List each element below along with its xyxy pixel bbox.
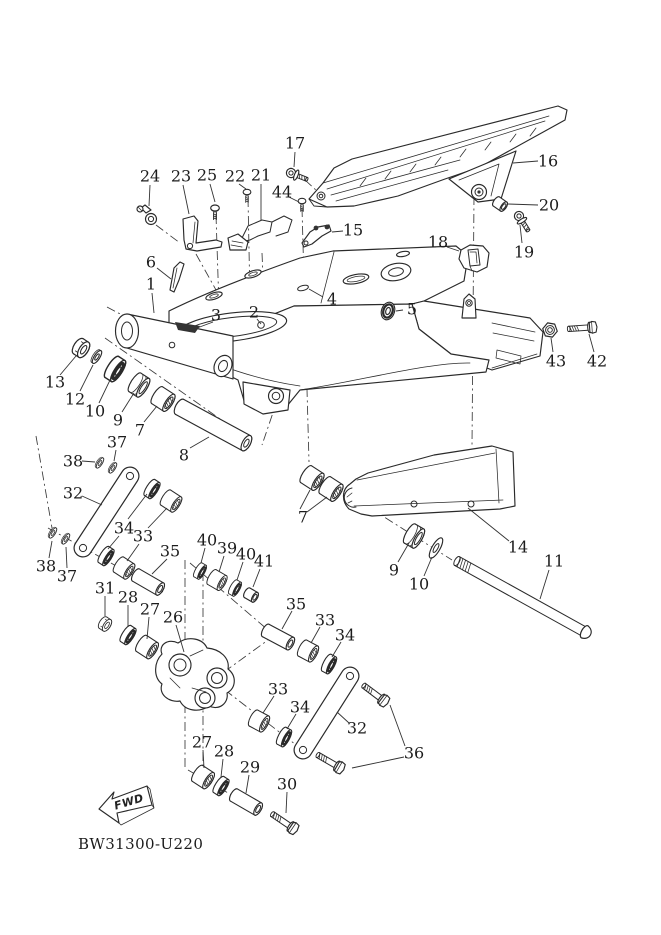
callout-10: 10 — [408, 574, 430, 594]
callout-3: 3 — [210, 305, 222, 325]
bearing-7 — [149, 385, 178, 413]
tube-35b — [260, 623, 297, 651]
screw-25 — [211, 205, 220, 220]
callout-21: 21 — [250, 165, 272, 185]
callout-32: 32 — [346, 718, 368, 738]
callout-7: 7 — [297, 507, 309, 527]
bolt-36a — [359, 680, 391, 709]
leader-line — [237, 562, 243, 580]
callout-6: 6 — [145, 252, 157, 272]
seal-34c — [320, 653, 339, 675]
bolt-36b — [314, 749, 347, 775]
callout-34: 34 — [289, 697, 311, 717]
leader-line — [424, 557, 432, 576]
leader-line — [201, 548, 205, 563]
callout-22: 22 — [224, 166, 246, 186]
leader-line — [152, 293, 154, 313]
bearing-27b — [189, 764, 216, 791]
leader-line — [390, 705, 405, 746]
callout-19: 19 — [513, 242, 535, 262]
connecting-rod-left — [79, 472, 133, 551]
callout-9: 9 — [388, 560, 400, 580]
callout-30: 30 — [276, 774, 298, 794]
callout-28: 28 — [117, 587, 139, 607]
callout-32: 32 — [62, 483, 84, 503]
callout-17: 17 — [284, 133, 306, 153]
leader-line — [148, 508, 167, 528]
callout-11: 11 — [543, 551, 565, 571]
washer-37b — [60, 532, 71, 545]
leader-line — [49, 541, 52, 558]
callout-29: 29 — [239, 757, 261, 777]
leader-line — [210, 184, 215, 202]
callout-40: 40 — [196, 530, 218, 550]
leader-line — [332, 231, 343, 232]
callout-2: 2 — [248, 302, 260, 322]
callout-10: 10 — [84, 401, 106, 421]
callout-33: 33 — [314, 610, 336, 630]
bearing-33c — [295, 639, 320, 664]
callout-25: 25 — [196, 165, 218, 185]
callout-34: 34 — [113, 518, 135, 538]
bush-9b — [401, 522, 427, 550]
leader-line — [82, 461, 95, 462]
collar-41 — [242, 587, 260, 604]
nut-13 — [70, 336, 92, 359]
bush-9 — [126, 371, 152, 399]
callout-44: 44 — [271, 182, 293, 202]
callout-4: 4 — [326, 289, 338, 309]
leader-line — [282, 611, 292, 629]
callout-8: 8 — [178, 445, 190, 465]
leader-line — [122, 393, 134, 412]
leader-line — [398, 543, 409, 562]
leader-line — [294, 152, 295, 167]
drawing-code: BW31300-U220 — [78, 835, 204, 853]
callout-7: 7 — [134, 420, 146, 440]
guide-bracket — [302, 225, 331, 247]
leader-line — [80, 365, 93, 391]
leader-line — [221, 759, 223, 777]
leader-line — [508, 204, 538, 205]
nut-43 — [542, 322, 559, 338]
leader-line — [520, 225, 522, 243]
washer-12 — [89, 348, 103, 365]
linkage-bolt-11 — [452, 551, 594, 641]
bearing-33 — [158, 488, 184, 513]
bearing-39 — [205, 568, 229, 592]
leader-line — [114, 450, 116, 461]
seal-10 — [102, 354, 128, 383]
leader-line — [589, 334, 594, 352]
callout-43: 43 — [545, 351, 567, 371]
callout-27: 27 — [139, 599, 161, 619]
callout-40: 40 — [235, 544, 257, 564]
bearing-33d — [246, 709, 271, 734]
callout-16: 16 — [537, 151, 559, 171]
pivot-shaft-8 — [172, 397, 254, 452]
fwd-arrow — [99, 786, 154, 825]
seal-40b — [227, 579, 243, 598]
leader-line — [263, 696, 274, 713]
callout-26: 26 — [162, 607, 184, 627]
chain-guide-wire — [228, 216, 292, 250]
leader-line — [82, 496, 102, 505]
leader-line — [468, 508, 509, 541]
callout-14: 14 — [507, 537, 529, 557]
callout-38: 38 — [35, 556, 57, 576]
chain-tensioner-block — [459, 245, 489, 272]
leader-line — [99, 378, 111, 403]
washer-37 — [107, 461, 118, 474]
leader-line — [108, 536, 119, 549]
seal-40 — [192, 562, 208, 581]
callout-35: 35 — [159, 541, 181, 561]
washer-38 — [94, 456, 105, 469]
leader-line — [307, 497, 327, 512]
callout-37: 37 — [56, 566, 78, 586]
leader-line — [540, 570, 549, 599]
washer-10b — [427, 536, 445, 560]
callout-1: 1 — [145, 274, 157, 294]
callout-37: 37 — [106, 432, 128, 452]
callout-5: 5 — [406, 299, 418, 319]
rubber-strip — [170, 262, 184, 292]
leader-line — [513, 161, 538, 163]
leader-line — [246, 775, 249, 793]
seal-guard — [343, 446, 515, 516]
fwd-label: FWD — [112, 791, 146, 813]
leader-line — [286, 792, 287, 813]
callout-38: 38 — [62, 451, 84, 471]
relay-arm — [156, 639, 235, 710]
callout-24: 24 — [139, 166, 161, 186]
callout-35: 35 — [285, 594, 307, 614]
callout-41: 41 — [253, 551, 275, 571]
leader-line — [352, 757, 404, 768]
callout-20: 20 — [538, 195, 560, 215]
leader-line — [300, 490, 310, 509]
callout-9: 9 — [112, 410, 124, 430]
seal-34d — [275, 726, 294, 748]
leader-line — [128, 494, 147, 519]
callout-36: 36 — [403, 743, 425, 763]
leader-line — [66, 547, 67, 568]
callout-12: 12 — [64, 389, 86, 409]
callout-33: 33 — [267, 679, 289, 699]
callout-42: 42 — [586, 351, 608, 371]
leader-line — [144, 406, 157, 422]
leader-line — [190, 437, 209, 448]
hose-clamp — [137, 205, 157, 225]
leader-line — [127, 544, 139, 561]
leader-line — [149, 185, 150, 206]
nut-31 — [96, 615, 113, 633]
callout-34: 34 — [334, 625, 356, 645]
callout-18: 18 — [427, 232, 449, 252]
callout-23: 23 — [170, 166, 192, 186]
chain-guard — [309, 106, 567, 207]
bolt-42 — [567, 321, 597, 335]
callout-13: 13 — [44, 372, 66, 392]
leader-line — [157, 268, 171, 279]
callout-28: 28 — [213, 741, 235, 761]
bolt-30 — [268, 808, 301, 836]
callout-31: 31 — [94, 578, 116, 598]
seal-28 — [118, 624, 138, 646]
callout-39: 39 — [216, 538, 238, 558]
leader-line — [152, 559, 167, 574]
callout-33: 33 — [132, 526, 154, 546]
screw-22 — [243, 189, 251, 202]
leader-line — [183, 185, 189, 214]
callout-15: 15 — [342, 220, 364, 240]
leader-line — [551, 338, 553, 352]
leader-line — [253, 569, 260, 587]
bolt-19 — [512, 209, 533, 234]
callout-27: 27 — [191, 732, 213, 752]
leader-line — [219, 556, 224, 572]
